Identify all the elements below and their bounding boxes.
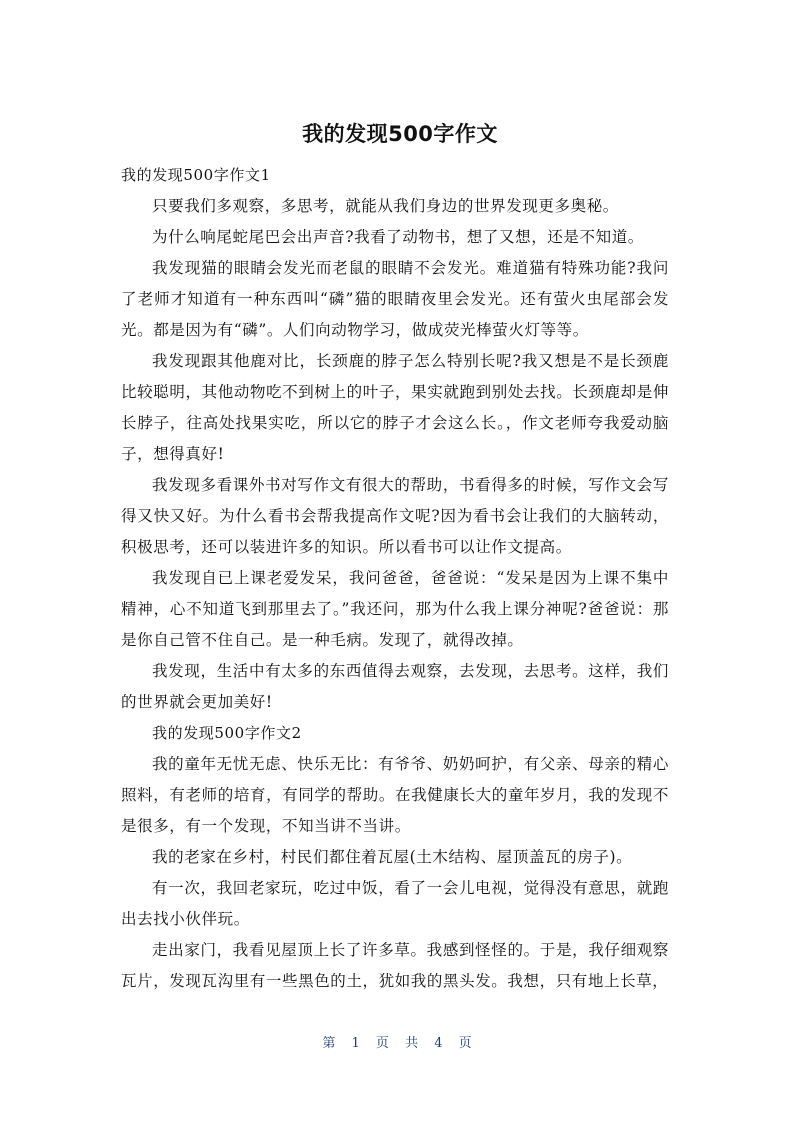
paragraph: 只要我们多观察，多思考，就能从我们身边的世界发现更多奥秘。 [152,197,619,215]
paragraph: 我的老家在乡村，村民们都住着瓦屋(土木结构、屋顶盖瓦的房子)。 [152,848,633,866]
paragraph: 我发现跟其他鹿对比，长颈鹿的脖子怎么特别长呢?我又想是不是长颈鹿比较聪明，其他动物吃不到树上的叶子，果实就跑到别处去找。长颈鹿却是伸长脖子，往高处找果实吃，所以它的脖子才会这么长。，作文老师夸我爱动脑子，想得真好! [121,352,669,463]
current-page-number: 1 [351,1036,366,1051]
section-heading-2: 我的发现500字作文2 [152,724,302,742]
paragraph: 我发现，生活中有太多的东西值得去观察，去发现，去思考。这样，我们的世界就会更加美好! [121,662,669,711]
page-footer [0,1032,800,1051]
page-label: 第 [322,1036,342,1051]
document-title: 我的发现500字作文 [302,122,498,146]
total-pages-number: 4 [434,1036,449,1051]
paragraph: 我发现猫的眼睛会发光而老鼠的眼睛不会发光。难道猫有特殊功能?我问了老师才知道有一种东西叫“磷”猫的眼睛夜里会发光。还有萤火虫尾部会发光。都是因为有“磷”。人们向动物学习，做成荧光棒萤火灯等等。 [121,259,669,339]
paragraph: 我的童年无忧无虑、快乐无比：有爷爷、奶奶呵护，有父亲、母亲的精心照料，有老师的培育，有同学的帮助。在我健康长大的童年岁月，我的发现不是很多，有一个发现，不知当讲不当讲。 [121,755,669,835]
paragraph: 为什么响尾蛇尾巴会出声音?我看了动物书，想了又想，还是不知道。 [152,228,644,246]
paragraph: 我发现自已上课老爱发呆，我问爸爸，爸爸说：“发呆是因为上课不集中精神，心不知道飞到那里去了。”我还问，那为什么我上课分神呢?爸爸说：那是你自己管不住自己。是一种毛病。发现了，就得改掉。 [121,569,669,649]
section-heading-1: 我的发现500字作文1 [121,166,271,184]
paragraph: 有一次，我回老家玩，吃过中饭，看了一会儿电视，觉得没有意思，就跑出去找小伙伴玩。 [121,879,669,928]
page-unit: 页 [375,1036,395,1051]
total-unit: 页 [458,1036,478,1051]
document-body [121,160,669,997]
paragraph: 我发现多看课外书对写作文有很大的帮助，书看得多的时候，写作文会写得又快又好。为什么看书会帮我提高作文呢?因为看书会让我们的大脑转动，积极思考，还可以装进许多的知识。所以看书可以让作文提高。 [121,476,669,556]
total-label: 共 [405,1036,425,1051]
paragraph: 走出家门，我看见屋顶上长了许多草。我感到怪怪的。于是，我仔细观察瓦片，发现瓦沟里有一些黑色的土，犹如我的黑头发。我想，只有地上长草， [121,941,669,990]
